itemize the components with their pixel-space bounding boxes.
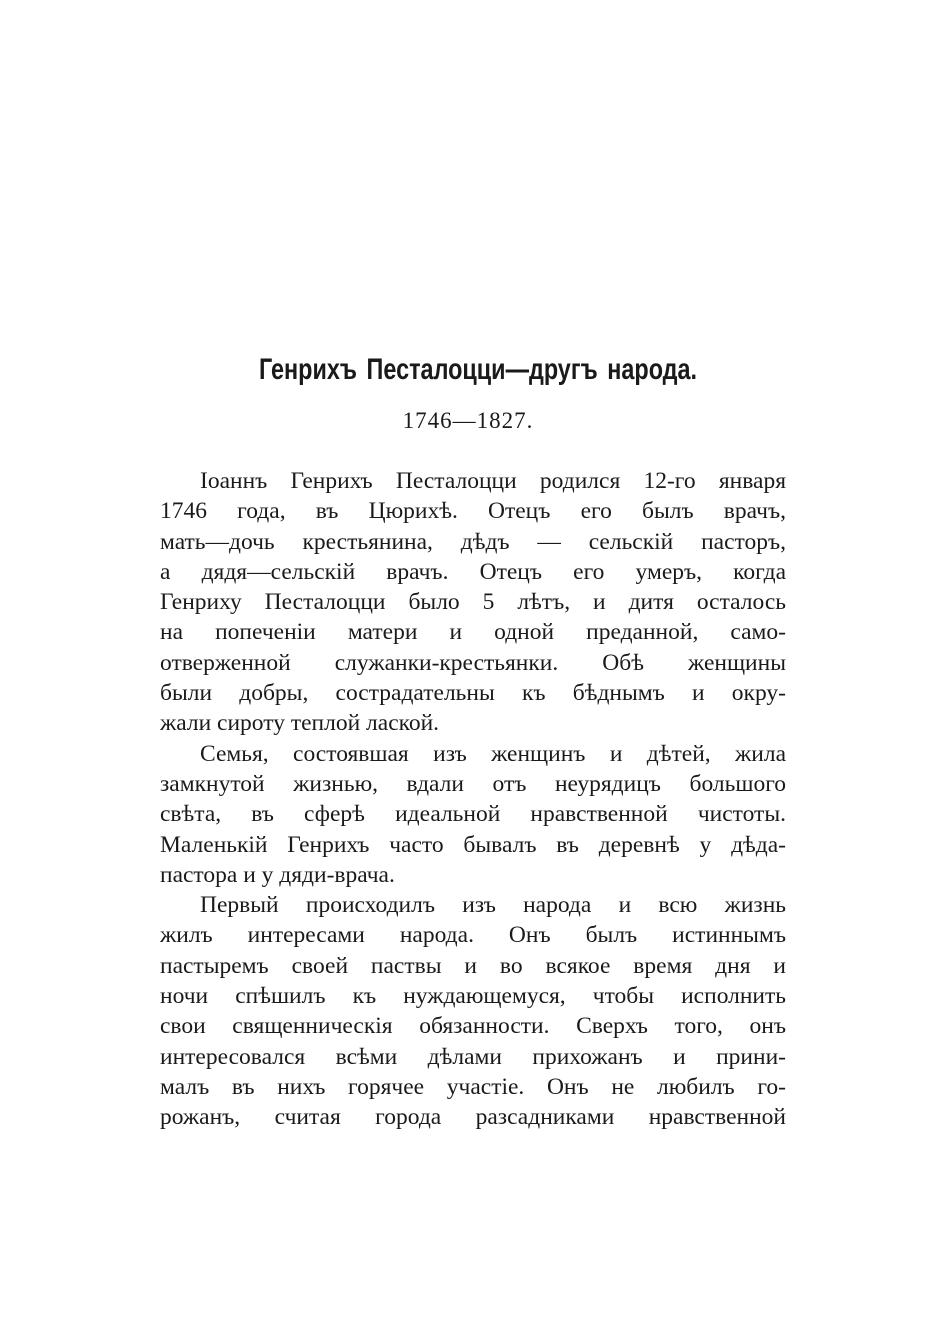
text-line: а дядя—сельскій врачъ. Отецъ его умеръ, когда bbox=[160, 558, 786, 585]
text-line: были добры, сострадательны къ бѣднымъ и окру- bbox=[160, 680, 786, 707]
chapter-years: 1746—1827. bbox=[402, 408, 534, 433]
text-line: Генриху Песталоцци было 5 лѣтъ, и дитя осталось bbox=[160, 589, 786, 616]
text-line: отверженной служанки-крестьянки. Обѣ женщины bbox=[160, 649, 786, 676]
text-line: ночи спѣшилъ къ нуждающемуся, чтобы исполнить bbox=[160, 983, 786, 1010]
text-line: пастора и у дяди-врача. bbox=[160, 861, 395, 888]
paragraph-3 bbox=[160, 890, 786, 1132]
text-line: Семья, состоявшая изъ женщинъ и дѣтей, жила bbox=[200, 740, 786, 767]
text-line: пастыремъ своей паствы и во всякое время дня и bbox=[160, 952, 786, 979]
paragraph-1 bbox=[160, 466, 786, 739]
text-line: мать—дочь крестьянина, дѣдъ — сельскій пасторъ, bbox=[160, 528, 786, 555]
text-line: 1746 года, въ Цюрихѣ. Отецъ его былъ врачъ, bbox=[160, 498, 786, 525]
text-line: свои священническія обязанности. Сверхъ того, онъ bbox=[160, 1013, 786, 1040]
text-line: жали сироту теплой лаской. bbox=[160, 710, 440, 737]
text-line: Маленькій Генрихъ часто бывалъ въ деревнѣ у дѣда- bbox=[160, 831, 786, 858]
text-line: замкнутой жизнью, вдали отъ неурядицъ большого bbox=[160, 770, 786, 797]
paragraph-2 bbox=[160, 739, 786, 890]
chapter-title: Генрихъ Песталоцци—другъ народа. bbox=[258, 353, 698, 386]
body-text bbox=[160, 466, 786, 1133]
text-line: Іоаннъ Генрихъ Песталоцци родился 12-го января bbox=[200, 468, 786, 494]
text-line: рожанъ, считая города разсадниками нравственной bbox=[160, 1104, 786, 1131]
text-line: на попеченіи матери и одной преданной, само- bbox=[160, 619, 786, 646]
text-line: малъ въ нихъ горячее участіе. Онъ не любилъ го- bbox=[160, 1073, 786, 1100]
text-line: жилъ интересами народа. Онъ былъ истиннымъ bbox=[160, 922, 786, 949]
text-line: свѣта, въ сферѣ идеальной нравственной чистоты. bbox=[160, 801, 786, 828]
text-line: Первый происходилъ изъ народа и всю жизнь bbox=[200, 892, 786, 919]
text-line: интересовался всѣми дѣлами прихожанъ и прини- bbox=[160, 1043, 786, 1070]
